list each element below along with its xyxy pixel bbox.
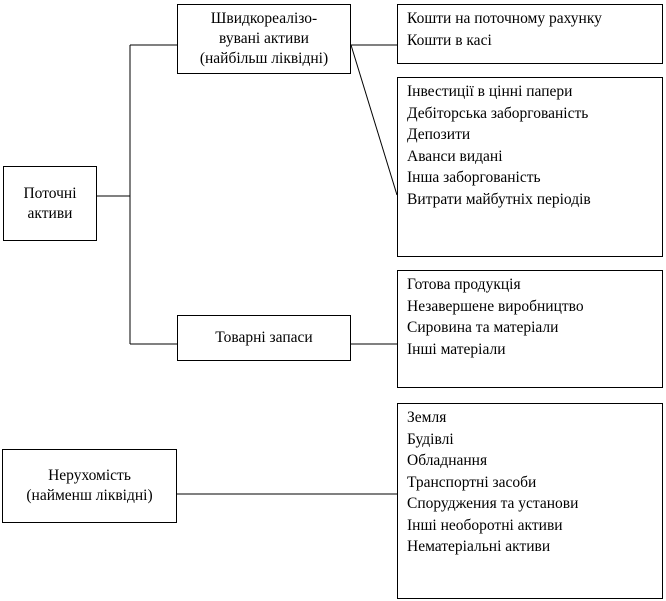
- list-item: Будівлі: [407, 430, 454, 448]
- list-item: Готова продукція: [407, 276, 521, 293]
- quick-assets-line1: Швидкореалізо-: [210, 10, 318, 27]
- list-item: Інша заборгованість: [407, 169, 541, 186]
- list-item: Кошти в касі: [407, 31, 492, 49]
- connector-quick-to-receivables: [351, 45, 397, 195]
- real-estate-line1: Нерухомість: [48, 467, 131, 484]
- inventory-list-box: [397, 270, 663, 388]
- list-item: Аванси видані: [407, 147, 503, 165]
- real-estate-line2: (найменш ліквідні): [26, 487, 153, 504]
- list-item: Кошти на поточному рахунку: [407, 10, 602, 27]
- quick-assets-line3: (найбільш ліквідні): [199, 50, 329, 67]
- quick-assets-line2: вувані активи: [219, 30, 309, 47]
- real-estate-box: [2, 449, 177, 523]
- list-item: Витрати майбутніх періодів: [407, 190, 591, 208]
- current-assets-line2: активи: [27, 204, 73, 222]
- receivables-list-box: [397, 77, 663, 257]
- fixed-assets-list-box: [397, 403, 663, 599]
- list-item: Інші необоротні активи: [407, 516, 563, 534]
- list-item: Інвестиції в цінні папери: [407, 83, 573, 100]
- list-item: Депозити: [407, 126, 471, 143]
- list-item: Нематеріальні активи: [407, 538, 551, 555]
- list-item: Сировина та матеріали: [407, 319, 559, 336]
- current-assets-box: [3, 166, 97, 241]
- list-item: Земля: [407, 409, 447, 426]
- list-item: Інші матеріали: [407, 340, 506, 358]
- list-item: Незавершене виробництво: [407, 297, 584, 315]
- inventory-label: Товарні запаси: [215, 329, 313, 346]
- list-item: Обладнання: [407, 452, 488, 469]
- current-assets-line1: Поточні: [23, 184, 77, 202]
- list-item: Дебіторська заборгованість: [407, 104, 589, 122]
- list-item: Споруджения та установи: [407, 495, 579, 512]
- cash-list-box: [397, 4, 663, 64]
- list-item: Транспортні засоби: [407, 473, 537, 491]
- quick-assets-box: [177, 4, 351, 74]
- inventory-box: [177, 315, 351, 361]
